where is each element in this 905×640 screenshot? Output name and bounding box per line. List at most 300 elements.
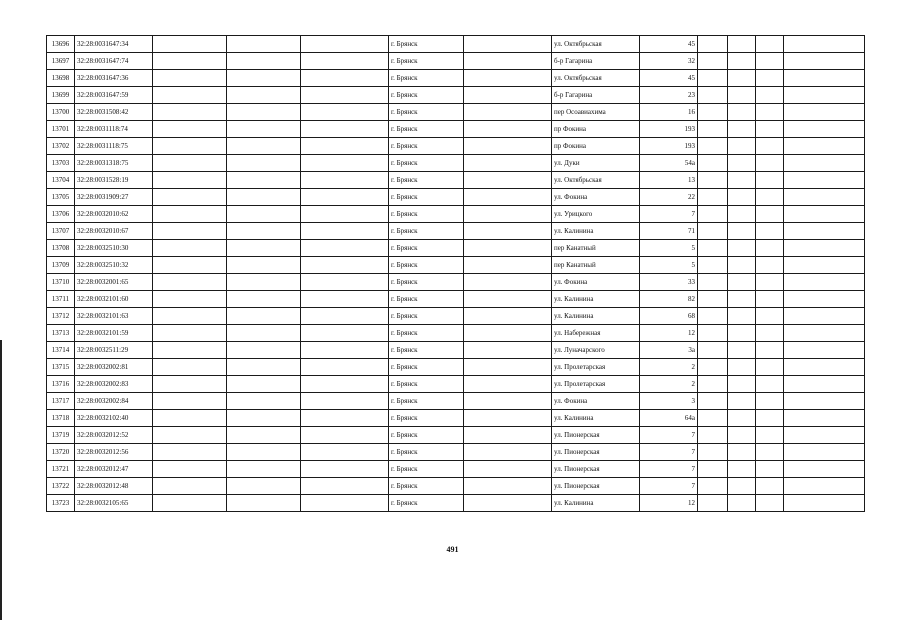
empty-cell xyxy=(698,427,728,444)
cadastral-number: 32:28:0031118:75 xyxy=(75,138,153,155)
empty-cell xyxy=(698,342,728,359)
empty-cell xyxy=(153,410,227,427)
empty-cell xyxy=(698,393,728,410)
empty-cell xyxy=(153,104,227,121)
street-name: ул. Калинина xyxy=(552,410,640,427)
empty-cell xyxy=(698,461,728,478)
empty-cell xyxy=(153,376,227,393)
house-number: 54а xyxy=(640,155,698,172)
empty-cell xyxy=(464,138,552,155)
empty-cell xyxy=(784,274,865,291)
empty-cell xyxy=(728,376,756,393)
empty-cell xyxy=(301,410,389,427)
record-number: 13719 xyxy=(47,427,75,444)
empty-cell xyxy=(698,53,728,70)
city-name: г. Брянск xyxy=(389,274,464,291)
record-number: 13720 xyxy=(47,444,75,461)
empty-cell xyxy=(784,189,865,206)
city-name: г. Брянск xyxy=(389,376,464,393)
empty-cell xyxy=(728,308,756,325)
record-number: 13717 xyxy=(47,393,75,410)
empty-cell xyxy=(728,342,756,359)
city-name: г. Брянск xyxy=(389,444,464,461)
empty-cell xyxy=(464,36,552,53)
empty-cell xyxy=(301,53,389,70)
empty-cell xyxy=(728,189,756,206)
street-name: б-р Гагарина xyxy=(552,87,640,104)
record-number: 13701 xyxy=(47,121,75,138)
empty-cell xyxy=(756,308,784,325)
street-name: ул. Фокина xyxy=(552,189,640,206)
table-row xyxy=(47,342,865,359)
empty-cell xyxy=(301,427,389,444)
empty-cell xyxy=(784,223,865,240)
record-number: 13707 xyxy=(47,223,75,240)
empty-cell xyxy=(227,342,301,359)
record-number: 13711 xyxy=(47,291,75,308)
cadastral-number: 32:28:0031909:27 xyxy=(75,189,153,206)
cadastral-number: 32:28:0032101:63 xyxy=(75,308,153,325)
empty-cell xyxy=(756,257,784,274)
cadastral-number: 32:28:0031647:74 xyxy=(75,53,153,70)
house-number: 71 xyxy=(640,223,698,240)
empty-cell xyxy=(227,206,301,223)
cadastral-number: 32:28:0032012:48 xyxy=(75,478,153,495)
house-number: 68 xyxy=(640,308,698,325)
empty-cell xyxy=(301,172,389,189)
empty-cell xyxy=(153,257,227,274)
table-row xyxy=(47,393,865,410)
cadastral-number: 32:28:0032105:65 xyxy=(75,495,153,512)
city-name: г. Брянск xyxy=(389,308,464,325)
empty-cell xyxy=(756,189,784,206)
cadastral-number: 32:28:0032510:30 xyxy=(75,240,153,257)
empty-cell xyxy=(227,138,301,155)
table-row xyxy=(47,36,865,53)
empty-cell xyxy=(227,478,301,495)
table-row xyxy=(47,495,865,512)
empty-cell xyxy=(784,291,865,308)
empty-cell xyxy=(698,410,728,427)
empty-cell xyxy=(698,495,728,512)
house-number: 32 xyxy=(640,53,698,70)
house-number: 3 xyxy=(640,393,698,410)
empty-cell xyxy=(728,393,756,410)
empty-cell xyxy=(756,104,784,121)
empty-cell xyxy=(153,240,227,257)
empty-cell xyxy=(301,36,389,53)
empty-cell xyxy=(698,206,728,223)
record-number: 13718 xyxy=(47,410,75,427)
cadastral-number: 32:28:0032101:60 xyxy=(75,291,153,308)
street-name: пр Фокина xyxy=(552,138,640,155)
empty-cell xyxy=(464,359,552,376)
empty-cell xyxy=(227,393,301,410)
empty-cell xyxy=(464,444,552,461)
empty-cell xyxy=(301,240,389,257)
record-number: 13698 xyxy=(47,70,75,87)
empty-cell xyxy=(464,70,552,87)
empty-cell xyxy=(153,223,227,240)
empty-cell xyxy=(784,461,865,478)
street-name: ул. Октябрьская xyxy=(552,36,640,53)
empty-cell xyxy=(784,410,865,427)
house-number: 193 xyxy=(640,138,698,155)
house-number: 13 xyxy=(640,172,698,189)
empty-cell xyxy=(227,257,301,274)
empty-cell xyxy=(464,308,552,325)
empty-cell xyxy=(728,325,756,342)
empty-cell xyxy=(698,376,728,393)
empty-cell xyxy=(153,189,227,206)
empty-cell xyxy=(698,274,728,291)
empty-cell xyxy=(784,257,865,274)
empty-cell xyxy=(698,478,728,495)
empty-cell xyxy=(728,444,756,461)
cadastral-number: 32:28:0031508:42 xyxy=(75,104,153,121)
house-number: 2 xyxy=(640,359,698,376)
empty-cell xyxy=(728,427,756,444)
city-name: г. Брянск xyxy=(389,172,464,189)
empty-cell xyxy=(756,53,784,70)
empty-cell xyxy=(756,478,784,495)
cadastral-number: 32:28:0032010:62 xyxy=(75,206,153,223)
record-number: 13712 xyxy=(47,308,75,325)
empty-cell xyxy=(301,189,389,206)
table-row xyxy=(47,291,865,308)
empty-cell xyxy=(728,155,756,172)
empty-cell xyxy=(784,359,865,376)
empty-cell xyxy=(756,495,784,512)
table-row xyxy=(47,121,865,138)
empty-cell xyxy=(698,138,728,155)
empty-cell xyxy=(464,206,552,223)
empty-cell xyxy=(756,223,784,240)
property-registry-table xyxy=(46,35,865,512)
empty-cell xyxy=(728,104,756,121)
empty-cell xyxy=(728,36,756,53)
empty-cell xyxy=(153,155,227,172)
empty-cell xyxy=(784,172,865,189)
scan-edge-line xyxy=(0,340,2,620)
city-name: г. Брянск xyxy=(389,291,464,308)
table-row xyxy=(47,70,865,87)
empty-cell xyxy=(698,172,728,189)
empty-cell xyxy=(784,444,865,461)
city-name: г. Брянск xyxy=(389,206,464,223)
street-name: ул. Луначарского xyxy=(552,342,640,359)
table-row xyxy=(47,53,865,70)
empty-cell xyxy=(784,70,865,87)
empty-cell xyxy=(464,495,552,512)
house-number: 7 xyxy=(640,444,698,461)
empty-cell xyxy=(227,36,301,53)
empty-cell xyxy=(698,359,728,376)
city-name: г. Брянск xyxy=(389,359,464,376)
city-name: г. Брянск xyxy=(389,36,464,53)
house-number: 22 xyxy=(640,189,698,206)
empty-cell xyxy=(698,189,728,206)
empty-cell xyxy=(153,172,227,189)
empty-cell xyxy=(153,308,227,325)
cadastral-number: 32:28:0032012:56 xyxy=(75,444,153,461)
record-number: 13722 xyxy=(47,478,75,495)
empty-cell xyxy=(153,206,227,223)
empty-cell xyxy=(227,121,301,138)
empty-cell xyxy=(728,461,756,478)
empty-cell xyxy=(784,325,865,342)
empty-cell xyxy=(728,257,756,274)
empty-cell xyxy=(227,359,301,376)
empty-cell xyxy=(698,257,728,274)
empty-cell xyxy=(698,291,728,308)
table-row xyxy=(47,189,865,206)
empty-cell xyxy=(301,308,389,325)
cadastral-number: 32:28:0031647:59 xyxy=(75,87,153,104)
empty-cell xyxy=(301,444,389,461)
empty-cell xyxy=(227,325,301,342)
cadastral-number: 32:28:0032510:32 xyxy=(75,257,153,274)
empty-cell xyxy=(756,444,784,461)
record-number: 13702 xyxy=(47,138,75,155)
empty-cell xyxy=(153,70,227,87)
empty-cell xyxy=(784,87,865,104)
empty-cell xyxy=(301,138,389,155)
house-number: 193 xyxy=(640,121,698,138)
empty-cell xyxy=(784,495,865,512)
cadastral-number: 32:28:0031318:75 xyxy=(75,155,153,172)
empty-cell xyxy=(227,240,301,257)
empty-cell xyxy=(756,410,784,427)
empty-cell xyxy=(227,495,301,512)
record-number: 13696 xyxy=(47,36,75,53)
record-number: 13704 xyxy=(47,172,75,189)
street-name: ул. Пионерская xyxy=(552,444,640,461)
empty-cell xyxy=(784,206,865,223)
house-number: 82 xyxy=(640,291,698,308)
house-number: 16 xyxy=(640,104,698,121)
city-name: г. Брянск xyxy=(389,325,464,342)
empty-cell xyxy=(756,427,784,444)
city-name: г. Брянск xyxy=(389,223,464,240)
street-name: ул. Калинина xyxy=(552,495,640,512)
table-row xyxy=(47,155,865,172)
city-name: г. Брянск xyxy=(389,189,464,206)
empty-cell xyxy=(464,478,552,495)
empty-cell xyxy=(464,172,552,189)
city-name: г. Брянск xyxy=(389,70,464,87)
cadastral-number: 32:28:0032002:83 xyxy=(75,376,153,393)
empty-cell xyxy=(153,325,227,342)
street-name: ул. Пионерская xyxy=(552,478,640,495)
empty-cell xyxy=(756,172,784,189)
record-number: 13700 xyxy=(47,104,75,121)
cadastral-number: 32:28:0032102:40 xyxy=(75,410,153,427)
empty-cell xyxy=(227,155,301,172)
empty-cell xyxy=(153,444,227,461)
empty-cell xyxy=(784,427,865,444)
city-name: г. Брянск xyxy=(389,461,464,478)
city-name: г. Брянск xyxy=(389,478,464,495)
record-number: 13716 xyxy=(47,376,75,393)
empty-cell xyxy=(784,308,865,325)
empty-cell xyxy=(301,393,389,410)
record-number: 13721 xyxy=(47,461,75,478)
city-name: г. Брянск xyxy=(389,427,464,444)
house-number: 7 xyxy=(640,461,698,478)
empty-cell xyxy=(784,53,865,70)
street-name: пер Осоавиахима xyxy=(552,104,640,121)
table-row xyxy=(47,257,865,274)
house-number: 7 xyxy=(640,478,698,495)
empty-cell xyxy=(153,342,227,359)
empty-cell xyxy=(464,376,552,393)
cadastral-number: 32:28:0032012:47 xyxy=(75,461,153,478)
page-number: 491 xyxy=(446,545,459,554)
city-name: г. Брянск xyxy=(389,257,464,274)
table-row xyxy=(47,104,865,121)
table-row xyxy=(47,138,865,155)
empty-cell xyxy=(227,444,301,461)
empty-cell xyxy=(698,223,728,240)
empty-cell xyxy=(756,291,784,308)
empty-cell xyxy=(227,87,301,104)
empty-cell xyxy=(464,393,552,410)
empty-cell xyxy=(301,342,389,359)
table-row xyxy=(47,359,865,376)
empty-cell xyxy=(756,461,784,478)
empty-cell xyxy=(728,478,756,495)
empty-cell xyxy=(227,410,301,427)
house-number: 3а xyxy=(640,342,698,359)
empty-cell xyxy=(756,138,784,155)
empty-cell xyxy=(784,155,865,172)
street-name: ул. Пролетарская xyxy=(552,376,640,393)
empty-cell xyxy=(756,121,784,138)
empty-cell xyxy=(301,257,389,274)
cadastral-number: 32:28:0031647:36 xyxy=(75,70,153,87)
street-name: ул. Октябрьская xyxy=(552,172,640,189)
empty-cell xyxy=(784,376,865,393)
street-name: ул. Калинина xyxy=(552,223,640,240)
street-name: ул. Фокина xyxy=(552,393,640,410)
table-row xyxy=(47,223,865,240)
city-name: г. Брянск xyxy=(389,342,464,359)
empty-cell xyxy=(301,70,389,87)
empty-cell xyxy=(728,87,756,104)
empty-cell xyxy=(698,308,728,325)
empty-cell xyxy=(153,359,227,376)
empty-cell xyxy=(728,223,756,240)
empty-cell xyxy=(784,240,865,257)
house-number: 45 xyxy=(640,36,698,53)
empty-cell xyxy=(301,206,389,223)
empty-cell xyxy=(227,461,301,478)
street-name: ул. Пролетарская xyxy=(552,359,640,376)
empty-cell xyxy=(698,121,728,138)
city-name: г. Брянск xyxy=(389,87,464,104)
empty-cell xyxy=(728,138,756,155)
city-name: г. Брянск xyxy=(389,53,464,70)
empty-cell xyxy=(728,359,756,376)
cadastral-number: 32:28:0032010:67 xyxy=(75,223,153,240)
house-number: 7 xyxy=(640,206,698,223)
street-name: ул. Урицкого xyxy=(552,206,640,223)
cadastral-number: 32:28:0031118:74 xyxy=(75,121,153,138)
house-number: 64а xyxy=(640,410,698,427)
street-name: ул. Калинина xyxy=(552,291,640,308)
empty-cell xyxy=(756,87,784,104)
empty-cell xyxy=(227,70,301,87)
empty-cell xyxy=(698,36,728,53)
empty-cell xyxy=(464,104,552,121)
house-number: 33 xyxy=(640,274,698,291)
table-row xyxy=(47,87,865,104)
empty-cell xyxy=(464,223,552,240)
empty-cell xyxy=(227,308,301,325)
city-name: г. Брянск xyxy=(389,104,464,121)
empty-cell xyxy=(756,206,784,223)
street-name: ул. Набережная xyxy=(552,325,640,342)
empty-cell xyxy=(698,444,728,461)
empty-cell xyxy=(698,104,728,121)
empty-cell xyxy=(301,87,389,104)
table-row xyxy=(47,240,865,257)
house-number: 7 xyxy=(640,427,698,444)
empty-cell xyxy=(464,121,552,138)
empty-cell xyxy=(756,155,784,172)
record-number: 13699 xyxy=(47,87,75,104)
cadastral-number: 32:28:0032001:65 xyxy=(75,274,153,291)
empty-cell xyxy=(698,70,728,87)
record-number: 13723 xyxy=(47,495,75,512)
street-name: ул. Пионерская xyxy=(552,427,640,444)
empty-cell xyxy=(784,342,865,359)
empty-cell xyxy=(301,274,389,291)
empty-cell xyxy=(301,121,389,138)
city-name: г. Брянск xyxy=(389,155,464,172)
cadastral-number: 32:28:0031647:34 xyxy=(75,36,153,53)
empty-cell xyxy=(301,376,389,393)
empty-cell xyxy=(153,291,227,308)
empty-cell xyxy=(728,172,756,189)
empty-cell xyxy=(784,393,865,410)
empty-cell xyxy=(153,495,227,512)
empty-cell xyxy=(227,189,301,206)
empty-cell xyxy=(153,121,227,138)
empty-cell xyxy=(153,53,227,70)
record-number: 13706 xyxy=(47,206,75,223)
street-name: ул. Фокина xyxy=(552,274,640,291)
empty-cell xyxy=(464,274,552,291)
city-name: г. Брянск xyxy=(389,410,464,427)
house-number: 45 xyxy=(640,70,698,87)
empty-cell xyxy=(698,87,728,104)
house-number: 5 xyxy=(640,240,698,257)
empty-cell xyxy=(784,138,865,155)
table-row xyxy=(47,172,865,189)
empty-cell xyxy=(301,104,389,121)
empty-cell xyxy=(756,70,784,87)
table-row xyxy=(47,461,865,478)
empty-cell xyxy=(756,36,784,53)
record-number: 13715 xyxy=(47,359,75,376)
empty-cell xyxy=(784,104,865,121)
cadastral-number: 32:28:0032012:52 xyxy=(75,427,153,444)
empty-cell xyxy=(464,257,552,274)
empty-cell xyxy=(464,189,552,206)
empty-cell xyxy=(728,495,756,512)
